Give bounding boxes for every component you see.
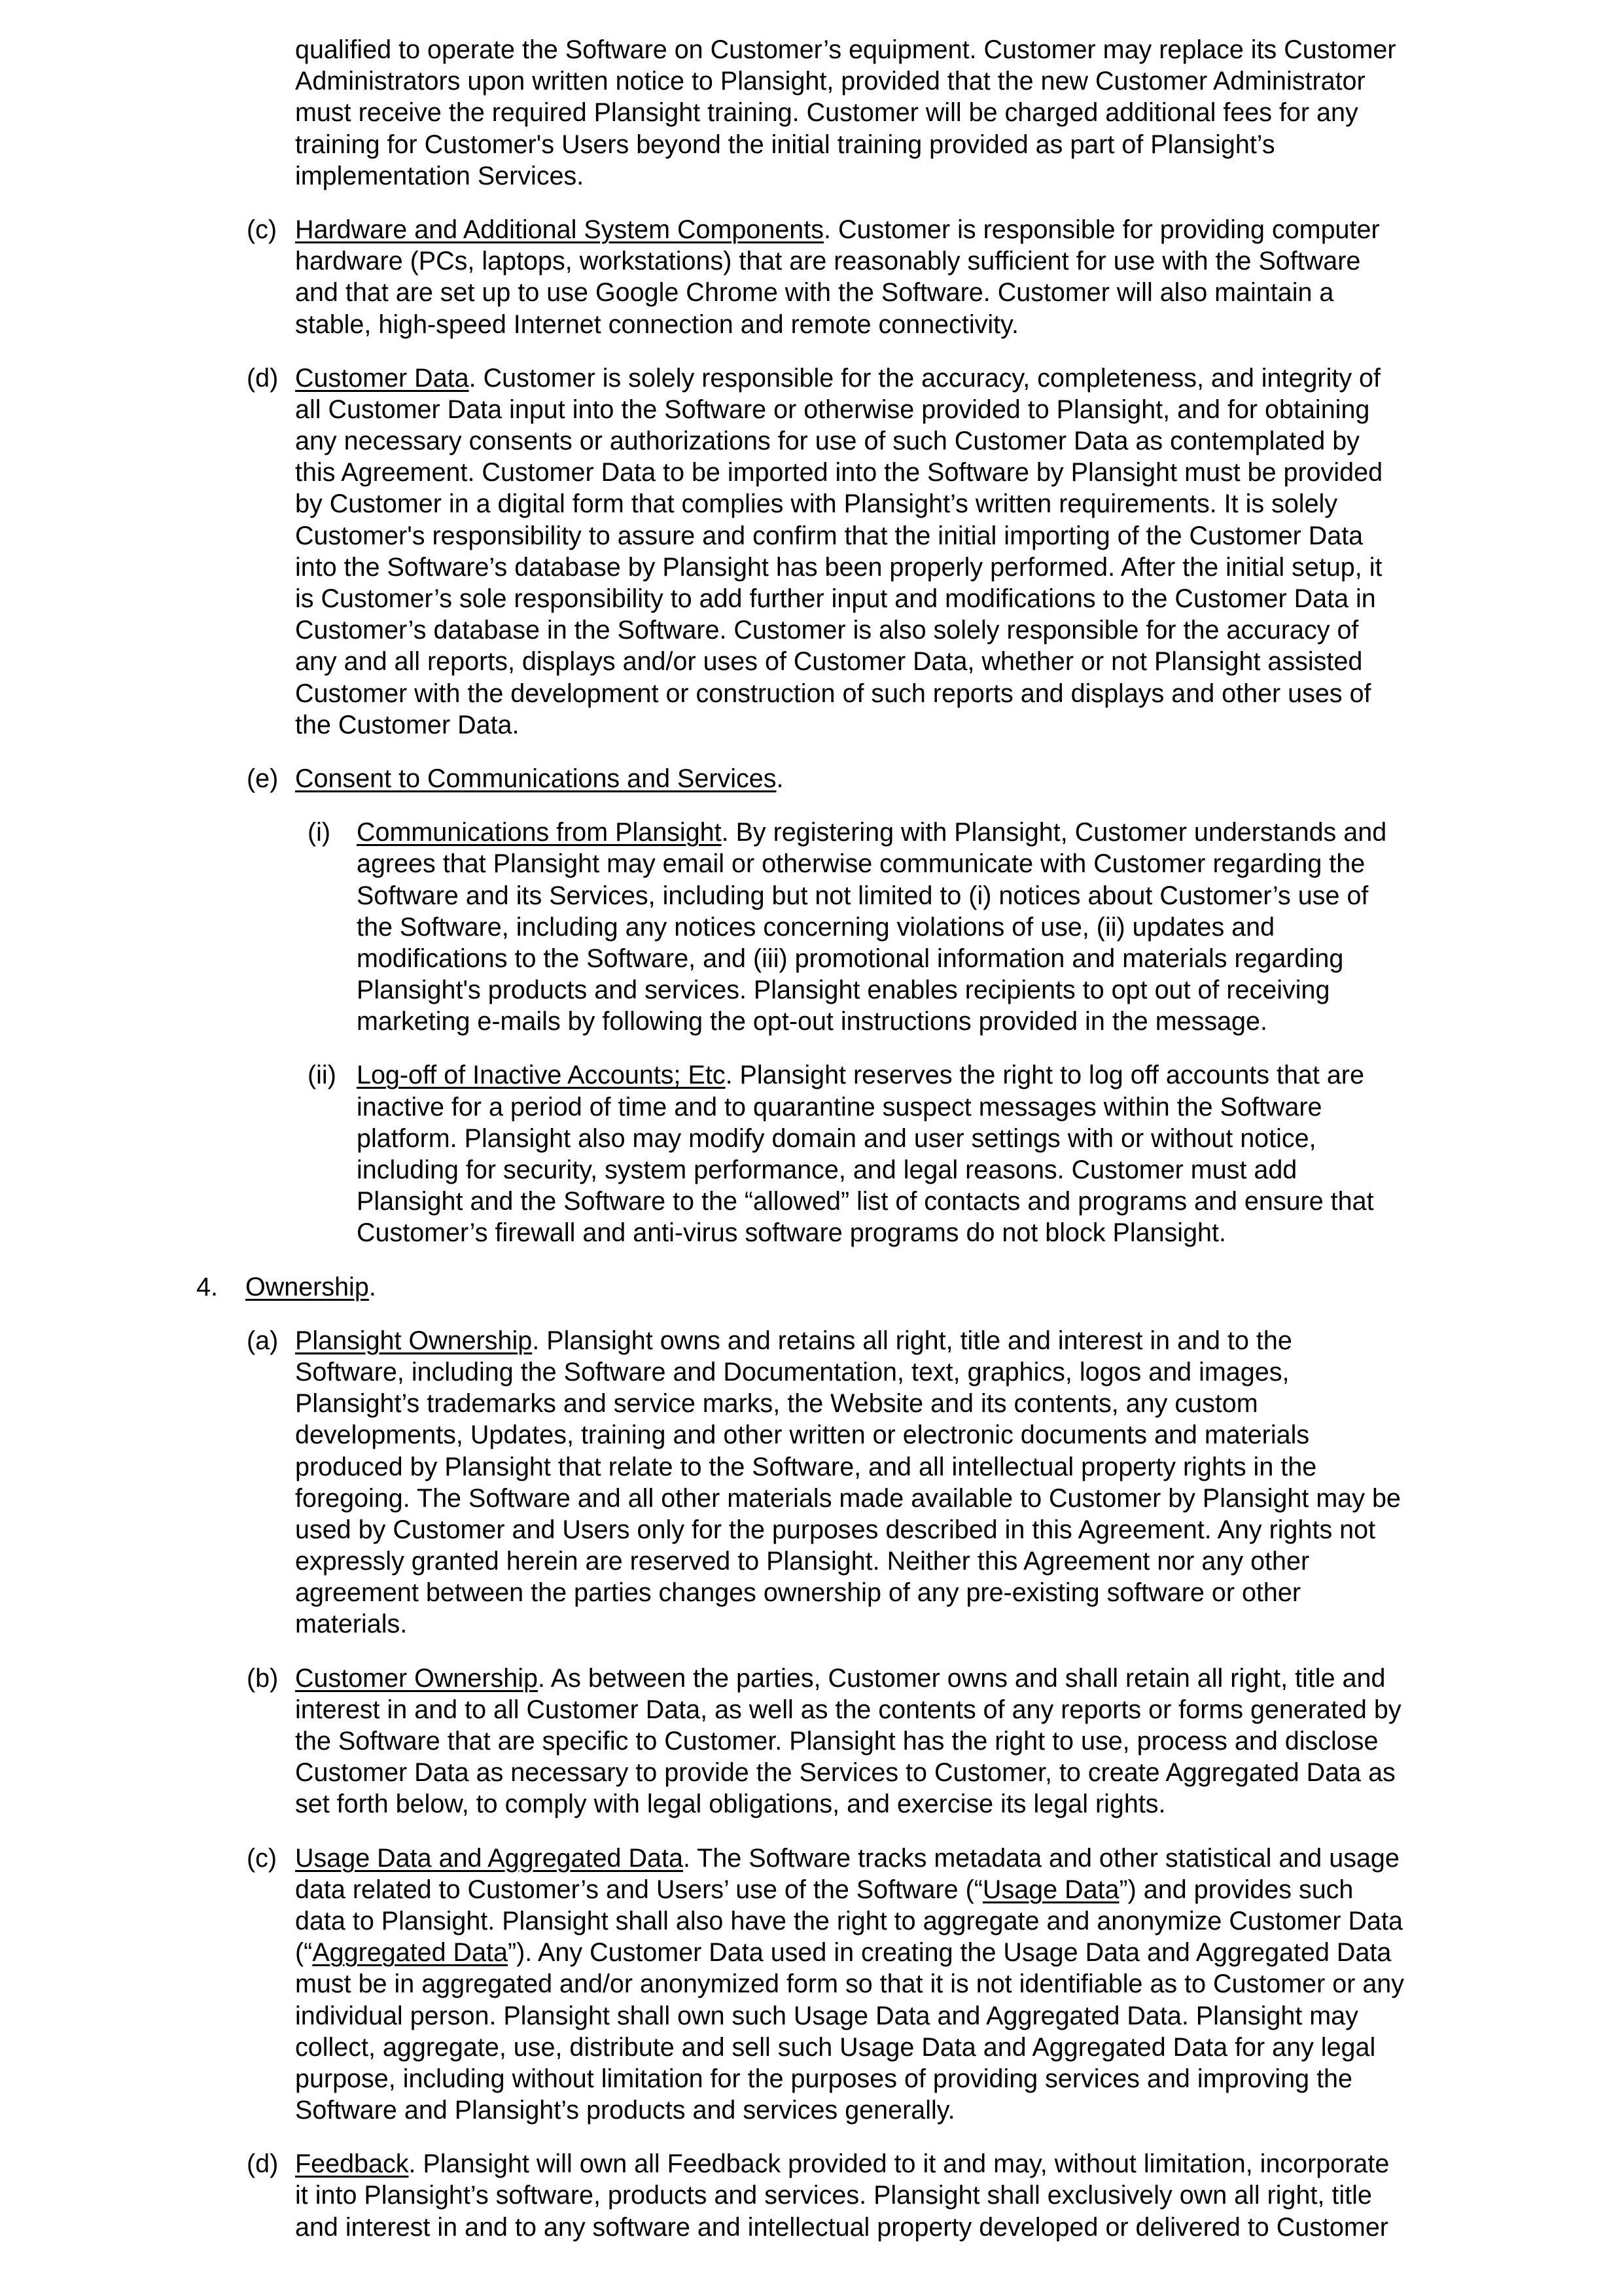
text-line — [295, 1451, 1622, 1483]
clause-number: (c) — [247, 1843, 277, 1873]
clause-text — [295, 1663, 1622, 1820]
line-text: Plansight's products and services. Plansight enables recipients to opt out of receiving — [357, 976, 1330, 1005]
line-text: training for Customer's Users beyond the initial training provided as part of Plansight’s — [295, 130, 1275, 159]
line-text: any necessary consents or authorizations for use of such Customer Data as contemplated by — [295, 427, 1360, 456]
line-text: . — [368, 1272, 376, 1301]
line-text: Plansight’s trademarks and service marks, the Website and its contents, any custom — [295, 1389, 1258, 1419]
text-line — [295, 34, 1622, 65]
line-text: data related to Customer’s and Users’ use of the Software (“ — [295, 1875, 983, 1904]
text-line — [295, 129, 1622, 160]
line-text: Customer with the development or construction of such reports and displays and other uses of — [295, 679, 1371, 708]
line-text: is Customer’s sole responsibility to add further input and modifications to the Customer Data in — [295, 584, 1376, 613]
text-line — [295, 1843, 1622, 1874]
text-line — [295, 425, 1622, 457]
text-line — [295, 160, 1622, 192]
clause-3d — [0, 362, 1622, 741]
line-text: materials. — [295, 1610, 408, 1639]
line-text: ”) and provides such — [1119, 1875, 1354, 1904]
clause-3e-i — [0, 817, 1622, 1037]
clause-number: (b) — [247, 1663, 279, 1693]
text-line — [357, 1123, 1622, 1154]
text-line — [295, 1788, 1622, 1820]
line-text: platform. Plansight also may modify domain and user settings with or without notice, — [357, 1123, 1316, 1153]
line-text: by Customer in a digital form that complies with Plansight’s written requirements. It is solely — [295, 489, 1338, 519]
text-line — [357, 943, 1622, 974]
text-line — [295, 1577, 1622, 1608]
line-text: into the Software’s database by Plansight has been properly performed. After the initial setup, it — [295, 552, 1383, 582]
text-line — [295, 2063, 1622, 2094]
clause-number: 4. — [196, 1272, 218, 1301]
line-text: set forth below, to comply with legal obligations, and exercise its legal rights. — [295, 1790, 1166, 1819]
text-line — [295, 1483, 1622, 1514]
defined-term-heading: Hardware and Additional System Components — [295, 215, 824, 244]
line-text: all Customer Data input into the Software or otherwise provided to Plansight, and for obtaining — [295, 395, 1370, 424]
line-text: agrees that Plansight may email or otherwise communicate with Customer regarding the — [357, 849, 1366, 879]
text-line — [245, 1271, 1622, 1303]
clause-text — [295, 763, 1622, 794]
clause-number: (e) — [247, 764, 279, 793]
line-text: the Software, including any notices concerning violations of use, (ii) updates and — [357, 912, 1275, 942]
clause-number: (a) — [247, 1326, 279, 1355]
defined-term-heading: Usage Data and Aggregated Data — [295, 1843, 683, 1873]
text-line — [295, 1694, 1622, 1725]
text-line — [295, 678, 1622, 709]
text-line — [295, 1968, 1622, 2000]
defined-term-heading: Feedback — [295, 2149, 409, 2179]
text-line — [295, 646, 1622, 677]
line-text: stable, high-speed Internet connection and remote connectivity. — [295, 309, 1019, 339]
text-line — [357, 1186, 1622, 1217]
clause-number: (i) — [308, 818, 331, 847]
clause-text — [295, 1325, 1622, 1640]
line-text: interest in and to all Customer Data, as well as the contents of any reports or forms generated by — [295, 1695, 1402, 1724]
text-line — [295, 763, 1622, 794]
clause-4c — [0, 1843, 1622, 2127]
line-text: Administrators upon written notice to Plansight, provided that the new Customer Administrator — [295, 67, 1366, 96]
text-line — [295, 520, 1622, 552]
line-text: . Plansight reserves the right to log off accounts that are — [725, 1061, 1364, 1090]
line-text: agreement between the parties changes ownership of any pre-existing software or other — [295, 1578, 1301, 1608]
line-text: ”). Any Customer Data used in creating the Usage Data and Aggregated Data — [507, 1938, 1392, 1968]
line-text: and that are set up to use Google Chrome with the Software. Customer will also maintain a — [295, 278, 1334, 308]
line-text: Customer’s database in the Software. Customer is also solely responsible for the accuracy of — [295, 616, 1359, 645]
line-text: must be in aggregated and/or anonymized form so that it is not identifiable as to Customer or any — [295, 1969, 1405, 1999]
line-text: . Customer is responsible for providing computer — [824, 215, 1380, 244]
line-text: it into Plansight’s software, products and services. Plansight shall exclusively own all right, title — [295, 2181, 1372, 2210]
text-line — [295, 277, 1622, 308]
text-line — [357, 1154, 1622, 1186]
text-line — [357, 848, 1622, 879]
line-text: marketing e-mails by following the opt-out instructions provided in the message. — [357, 1007, 1267, 1036]
defined-term-heading: Usage Data — [982, 1875, 1120, 1904]
line-text: purpose, including without limitation for the purposes of providing services and improving the — [295, 2064, 1352, 2093]
clause-number: (c) — [247, 215, 277, 244]
line-text: . As between the parties, Customer owns and shall retain all right, title and — [538, 1663, 1386, 1693]
line-text: Customer's responsibility to assure and confirm that the initial importing of the Customer Data — [295, 521, 1364, 550]
text-line — [357, 974, 1622, 1006]
clause-3e — [0, 763, 1622, 794]
defined-term-heading: Log-off of Inactive Accounts; Etc — [357, 1061, 726, 1090]
line-text: . — [776, 764, 784, 793]
text-line — [295, 1388, 1622, 1419]
text-line — [295, 2000, 1622, 2032]
text-line — [295, 1608, 1622, 1640]
clause-4a — [0, 1325, 1622, 1640]
text-line — [295, 2032, 1622, 2063]
clause-text — [295, 2148, 1622, 2243]
line-text: qualified to operate the Software on Customer’s equipment. Customer may replace its Customer — [295, 35, 1396, 64]
text-line — [295, 245, 1622, 277]
line-text: Customer Data as necessary to provide the Services to Customer, to create Aggregated Data as — [295, 1758, 1396, 1788]
text-line — [295, 97, 1622, 128]
text-line — [357, 1059, 1622, 1091]
text-line — [295, 1874, 1622, 1905]
defined-term-heading: Consent to Communications and Services — [295, 764, 777, 793]
text-line — [357, 1006, 1622, 1037]
clause-3e-ii — [0, 1059, 1622, 1248]
line-text: . Plansight will own all Feedback provided to it and may, without limitation, incorporate — [408, 2149, 1390, 2179]
text-line — [295, 362, 1622, 394]
line-text: and interest in and to any software and intellectual property developed or delivered to Customer — [295, 2212, 1388, 2242]
text-line — [295, 1725, 1622, 1757]
text-line — [295, 1514, 1622, 1545]
line-text: the Customer Data. — [295, 710, 520, 739]
line-text: Customer’s firewall and anti-virus software programs do not block Plansight. — [357, 1218, 1226, 1248]
clause-text — [295, 34, 1622, 192]
line-text: including for security, system performance, and legal reasons. Customer must add — [357, 1156, 1297, 1184]
text-line — [357, 1217, 1622, 1248]
text-line — [295, 2094, 1622, 2126]
line-text: inactive for a period of time and to quarantine suspect messages within the Software — [357, 1092, 1322, 1122]
text-line — [295, 614, 1622, 646]
line-text: . The Software tracks metadata and other statistical and usage — [682, 1843, 1400, 1873]
clause-number: (ii) — [308, 1061, 336, 1090]
line-text: collect, aggregate, use, distribute and sell such Usage Data and Aggregated Data for any legal — [295, 2032, 1376, 2062]
line-text: Software and its Services, including but not limited to (i) notices about Customer’s use of — [357, 881, 1369, 910]
text-line — [357, 1091, 1622, 1123]
line-text: hardware (PCs, laptops, workstations) that are reasonably sufficient for use with the Software — [295, 247, 1361, 276]
text-line — [295, 214, 1622, 245]
line-text: individual person. Plansight shall own such Usage Data and Aggregated Data. Plansight may — [295, 2001, 1358, 2030]
clause-number: (d) — [247, 2149, 279, 2179]
line-text: expressly granted herein are reserved to Plansight. Neither this Agreement nor any other — [295, 1547, 1310, 1576]
text-line — [295, 457, 1622, 488]
text-line — [295, 394, 1622, 425]
text-line — [295, 309, 1622, 340]
line-text: modifications to the Software, and (iii) promotional information and materials regarding — [357, 944, 1344, 973]
line-text: any and all reports, displays and/or uses of Customer Data, whether or not Plansight assisted — [295, 647, 1363, 677]
clause-text — [295, 1843, 1622, 2127]
defined-term-heading: Aggregated Data — [312, 1938, 508, 1968]
defined-term-heading: Communications from Plansight — [357, 818, 722, 847]
clause-text — [295, 214, 1622, 340]
clause-text — [295, 362, 1622, 741]
text-line — [295, 488, 1622, 520]
text-line — [357, 880, 1622, 911]
text-line — [295, 1325, 1622, 1356]
text-line — [357, 911, 1622, 943]
line-text: data to Plansight. Plansight shall also have the right to aggregate and anonymize Customer Data — [295, 1906, 1403, 1935]
line-text: foregoing. The Software and all other materials made available to Customer by Plansight may be — [295, 1483, 1401, 1513]
line-text: Plansight and the Software to the “allowed” list of contacts and programs and ensure that — [357, 1187, 1374, 1216]
clause-4b — [0, 1663, 1622, 1820]
line-text: Software, including the Software and Documentation, text, graphics, logos and images, — [295, 1357, 1290, 1386]
line-text: . By registering with Plansight, Customer understands and — [721, 818, 1387, 847]
line-text: must receive the required Plansight training. Customer will be charged additional fees for any — [295, 98, 1358, 128]
line-text: the Software that are specific to Customer. Plansight has the right to use, process and disclose — [295, 1727, 1379, 1756]
defined-term-heading: Plansight Ownership — [295, 1326, 533, 1355]
defined-term-heading: Ownership — [245, 1272, 369, 1301]
text-line — [295, 1663, 1622, 1694]
text-line — [295, 2212, 1622, 2243]
line-text: this Agreement. Customer Data to be imported into the Software by Plansight must be provided — [295, 458, 1383, 487]
document-body — [0, 34, 1622, 2243]
clause-3b-cont — [0, 34, 1622, 192]
text-line — [295, 65, 1622, 97]
line-text: used by Customer and Users only for the purposes described in this Agreement. Any rights not — [295, 1515, 1376, 1544]
line-text: . Customer is solely responsible for the accuracy, completeness, and integrity of — [468, 363, 1381, 393]
clause-text — [357, 1059, 1622, 1248]
text-line — [295, 1356, 1622, 1388]
clause-text — [245, 1271, 1622, 1303]
text-line — [357, 817, 1622, 848]
text-line — [295, 709, 1622, 741]
text-line — [295, 1757, 1622, 1788]
text-line — [295, 2180, 1622, 2211]
defined-term-heading: Customer Ownership — [295, 1663, 538, 1693]
text-line — [295, 552, 1622, 583]
text-line — [295, 583, 1622, 614]
defined-term-heading: Customer Data — [295, 363, 469, 393]
clause-text — [357, 817, 1622, 1037]
line-text: (“ — [295, 1938, 313, 1968]
line-text: . Plansight owns and retains all right, title and interest in and to the — [532, 1326, 1292, 1355]
clause-number: (d) — [247, 363, 279, 393]
line-text: produced by Plansight that relate to the Software, and all intellectual property rights in the — [295, 1452, 1317, 1481]
line-text: implementation Services. — [295, 161, 584, 190]
text-line — [295, 1419, 1622, 1451]
text-line — [295, 1905, 1622, 1937]
clause-4 — [0, 1271, 1622, 1303]
text-line — [295, 1937, 1622, 1968]
clause-3c — [0, 214, 1622, 340]
line-text: developments, Updates, training and other written or electronic documents and materials — [295, 1421, 1310, 1450]
text-line — [295, 1545, 1622, 1577]
line-text: Software and Plansight’s products and services generally. — [295, 2096, 955, 2125]
text-line — [295, 2148, 1622, 2180]
clause-4d — [0, 2148, 1622, 2243]
